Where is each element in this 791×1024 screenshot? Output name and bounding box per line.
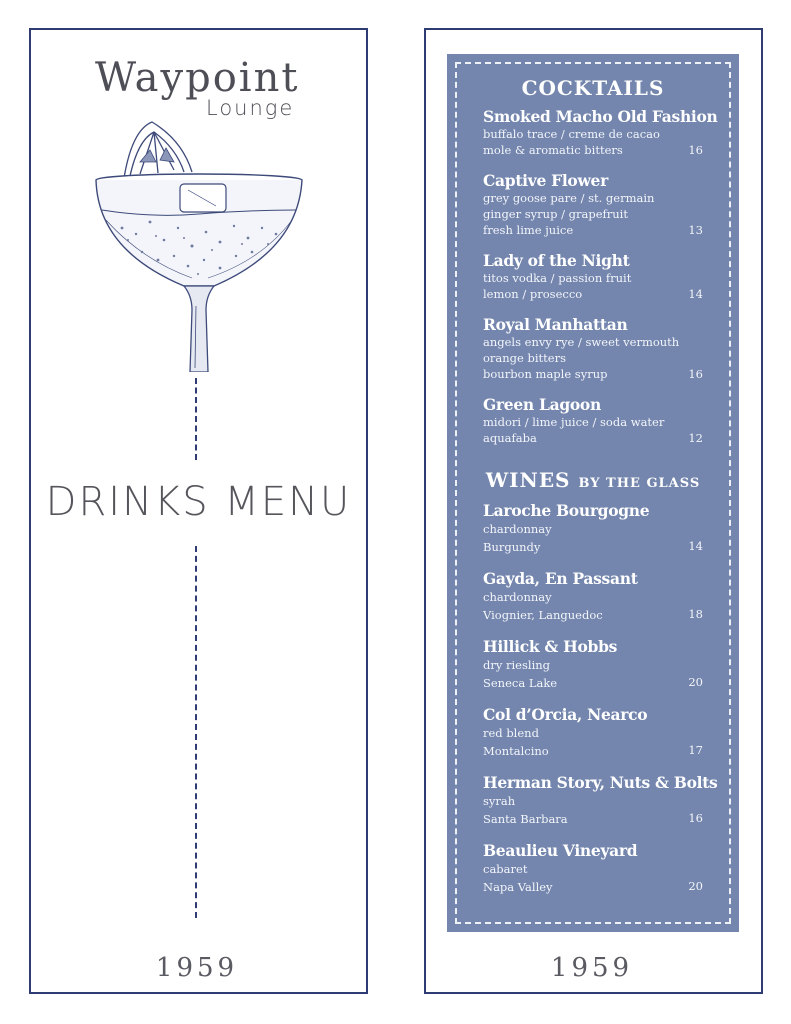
glass-bowl [96,174,302,286]
menu-item-description: chardonnay [483,590,552,604]
menu-item-description: titos vodka / passion fruit [483,271,632,285]
menu-item-last-row [483,366,703,382]
menu-item-name: Lady of the Night [483,251,630,270]
menu-item-description: red blend [483,726,539,740]
menu-item-last-row [483,810,703,828]
menu-item-last-row [483,878,703,896]
menu-item-description: lemon / prosecco [483,287,583,301]
menu-item-description: chardonnay [483,522,552,536]
menu-item-last-row [483,538,703,556]
menu-item-description: Santa Barbara [483,812,568,826]
dashed-divider-upper [195,378,197,460]
menu-item-last-row [483,142,703,158]
menu-item-last-row [483,606,703,624]
menu-item-description: Burgundy [483,540,541,554]
cocktails-heading [473,78,713,98]
menu-item-description: dry riesling [483,658,551,672]
menu-item-price: 16 [688,367,703,381]
menu-item [483,396,715,446]
menu-item-name: Captive Flower [483,171,608,190]
menu-item-last-row [483,742,703,760]
menu-item [483,502,715,556]
drinks-menu-title: DRINKS MENU [45,479,352,525]
menu-item-price: 17 [688,743,703,757]
menu-item-description: Montalcino [483,744,549,758]
menu-list [483,76,718,910]
menu-item-price: 16 [688,143,703,157]
menu-item-description: aquafaba [483,431,537,445]
menu-item-description: buffalo trace / creme de cacao [483,127,660,141]
menu-item-last-row [483,674,703,692]
menu-item-price: 14 [688,287,703,301]
menu-item-name: Beaulieu Vineyard [483,841,638,860]
menu-item-description: Napa Valley [483,880,553,894]
menu-item-description: bourbon maple syrup [483,367,608,381]
menu-item-description: syrah [483,794,516,808]
menu-item [483,842,715,896]
menu-item-description: ginger syrup / grapefruit [483,207,628,221]
menu-item-description: cabaret [483,862,528,876]
cocktail-list [483,107,718,446]
menu-item [483,773,718,828]
menu-item-last-row [483,222,703,238]
menu-item [483,252,715,302]
menu-item [483,172,715,238]
menu-item [483,638,715,692]
wines-heading-subtitle: BY THE GLASS [578,476,701,491]
menu-item-description: grey goose pare / st. germain [483,191,655,205]
menu-item-price: 14 [688,539,703,553]
year-left: 1959 [155,953,239,983]
menu-item-name: Royal Manhattan [483,315,628,334]
grapefruit-slice-icon [124,122,192,178]
menu-item-description: angels envy rye / sweet vermouth [483,335,680,349]
menu-item-description: mole & aromatic bitters [483,143,623,157]
menu-item-price: 20 [688,879,703,893]
brand-name: Waypoint [95,55,300,101]
menu-item-name: Hillick & Hobbs [483,637,618,656]
menu-item-name: Gayda, En Passant [483,569,638,588]
menu-item [483,706,715,760]
menu-item-description: Seneca Lake [483,676,558,690]
menu-item-name: Col d’Orcia, Nearco [483,705,648,724]
menu-item-description: fresh lime juice [483,223,574,237]
dashed-divider-lower [195,546,197,918]
glass-stem [184,286,214,372]
menu-item-name: Smoked Macho Old Fashion [483,107,718,126]
coupe-glass-illustration [92,110,306,372]
menu-item-last-row [483,430,703,446]
wine-list [483,501,718,896]
menu-item-description: Viognier, Languedoc [483,608,603,622]
menu-item [483,570,715,624]
menu-item-price: 13 [688,223,703,237]
menu-item-name: Herman Story, Nuts & Bolts [483,773,718,792]
menu-item-price: 16 [688,811,703,825]
wines-heading-text: WINES [485,468,571,492]
menu-item-name: Laroche Bourgogne [483,501,650,520]
cocktails-heading-text: COCKTAILS [521,76,665,100]
menu-item-price: 20 [688,675,703,689]
menu-item [483,316,715,382]
wines-heading [473,470,713,490]
year-right: 1959 [550,953,634,983]
brand-subtitle: Lounge [206,96,295,120]
menu-item-price: 18 [688,607,703,621]
menu-item-name: Green Lagoon [483,395,601,414]
menu-item-price: 12 [688,431,703,445]
menu-item-description: midori / lime juice / soda water [483,415,665,429]
menu-item-last-row [483,286,703,302]
menu-item [483,107,718,158]
menu-item-description: orange bitters [483,351,566,365]
